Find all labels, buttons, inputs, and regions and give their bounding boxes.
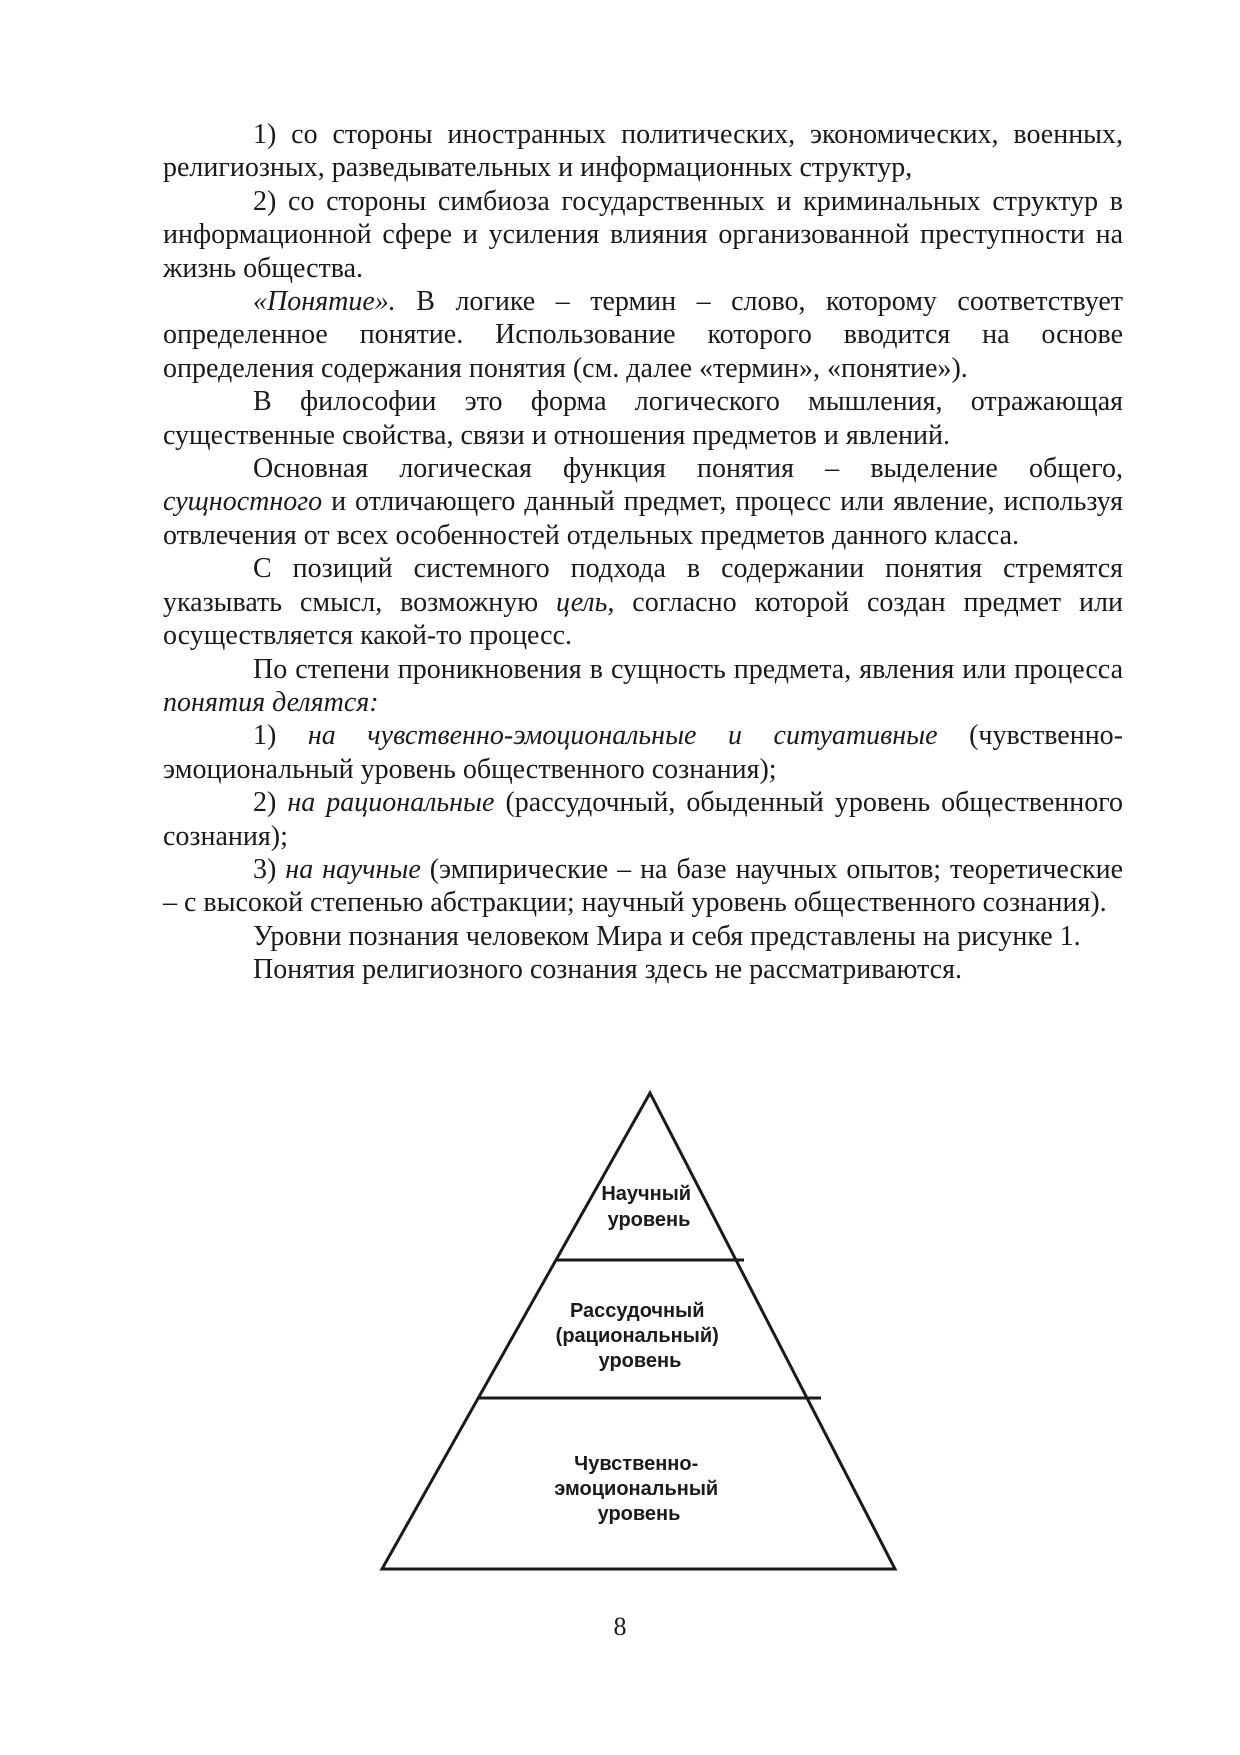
pyramid-diagram xyxy=(375,1090,910,1585)
body-text xyxy=(163,118,1123,987)
list-item-2-emphasis: на рациональные xyxy=(287,787,495,819)
list-item-2-number: 2) xyxy=(253,787,288,819)
list-item-1-number: 1) xyxy=(253,720,308,752)
list-item-3-number: 3) xyxy=(253,853,286,885)
list-item-3-text: (эмпирические – на базе научных опытов; теоретические – с высокой степенью абстракции; научный уровень общественного сознания). xyxy=(163,853,1123,919)
paragraph-2: 2) со стороны симбиоза государственных и криминальных структур в информационной сфере и усиления влияния организованной преступности на жизнь общества. xyxy=(163,185,1123,284)
term-label: «Понятие». xyxy=(253,286,396,318)
level-sensory-line-3: уровень xyxy=(597,1503,681,1525)
page-number: 8 xyxy=(613,1612,627,1641)
list-item-1 xyxy=(163,719,1123,786)
paragraph-religion-note: Понятия религиозного сознания здесь не рассматриваются. xyxy=(253,954,962,986)
term-definition: В логике – термин – слово, которому соответствует определенное понятие. Использование которого вводится на основе определения содержания понятия (см. далее «термин», «понятие»). xyxy=(163,286,1123,384)
paragraph-1: 1) со стороны иностранных политических, экономических, военных, религиозных, разведывательных и информационных структур, xyxy=(163,119,1123,184)
level-scientific-line-2: уровень xyxy=(607,1209,691,1231)
paragraph-4: В философии это форма логического мышления, отражающая существенные свойства, связи и отношения предметов и явлений. xyxy=(163,386,1123,451)
list-item-2-text: (рассудочный, обыденный уровень общественного сознания); xyxy=(163,787,1124,852)
list-item-3 xyxy=(163,853,1123,920)
paragraph-5-emphasis: сущностного xyxy=(163,486,323,518)
level-rational-line-1: Рассудочный xyxy=(569,1300,705,1322)
level-sensory-line-1: Чувственно- xyxy=(574,1453,699,1475)
paragraph-6-part-a: С позиций системного подхода в содержании понятия стремятся указывать смысл, возможную xyxy=(163,553,1123,618)
pyramid-figure xyxy=(375,1090,910,1585)
paragraph-figure-ref: Уровни познания человеком Мира и себя представлены на рисунке 1. xyxy=(253,920,1081,952)
paragraph-7-part-a: По степени проникновения в сущность предмета, явления или процесса xyxy=(253,653,1123,685)
level-scientific-label xyxy=(601,1183,696,1231)
paragraph-6 xyxy=(163,552,1123,652)
list-item-1-text: (чувственно-эмоциональный уровень общественного сознания); xyxy=(163,720,1123,785)
paragraph-3 xyxy=(163,285,1123,385)
paragraph-6-part-c: согласно которой создан предмет или осуществляется какой-то процесс. xyxy=(163,586,1123,652)
level-sensory-label xyxy=(554,1453,724,1525)
paragraph-6-emphasis: цель, xyxy=(556,586,615,618)
paragraph-7-emphasis: понятия делятся: xyxy=(163,686,379,718)
paragraph-5-part-c: и отличающего данный предмет, процесс или явление, используя отвлечения от всех особенностей отдельных предметов данного класса. xyxy=(163,486,1123,551)
paragraph-5 xyxy=(163,452,1123,552)
level-rational-line-3: уровень xyxy=(598,1350,682,1372)
level-rational-line-2: (рациональный) xyxy=(555,1325,719,1347)
paragraph-5-part-a: Основная логическая функция понятия – выделение общего, xyxy=(253,453,1123,485)
level-rational-label xyxy=(556,1300,725,1372)
list-item-1-emphasis: на чувственно-эмоциональные и ситуативные xyxy=(307,720,938,752)
paragraph-7 xyxy=(163,653,1123,720)
list-item-3-emphasis: на научные xyxy=(285,853,421,885)
list-item-2 xyxy=(163,786,1123,853)
level-sensory-line-2: эмоциональный xyxy=(554,1478,719,1500)
level-scientific-line-1: Научный xyxy=(601,1183,692,1205)
